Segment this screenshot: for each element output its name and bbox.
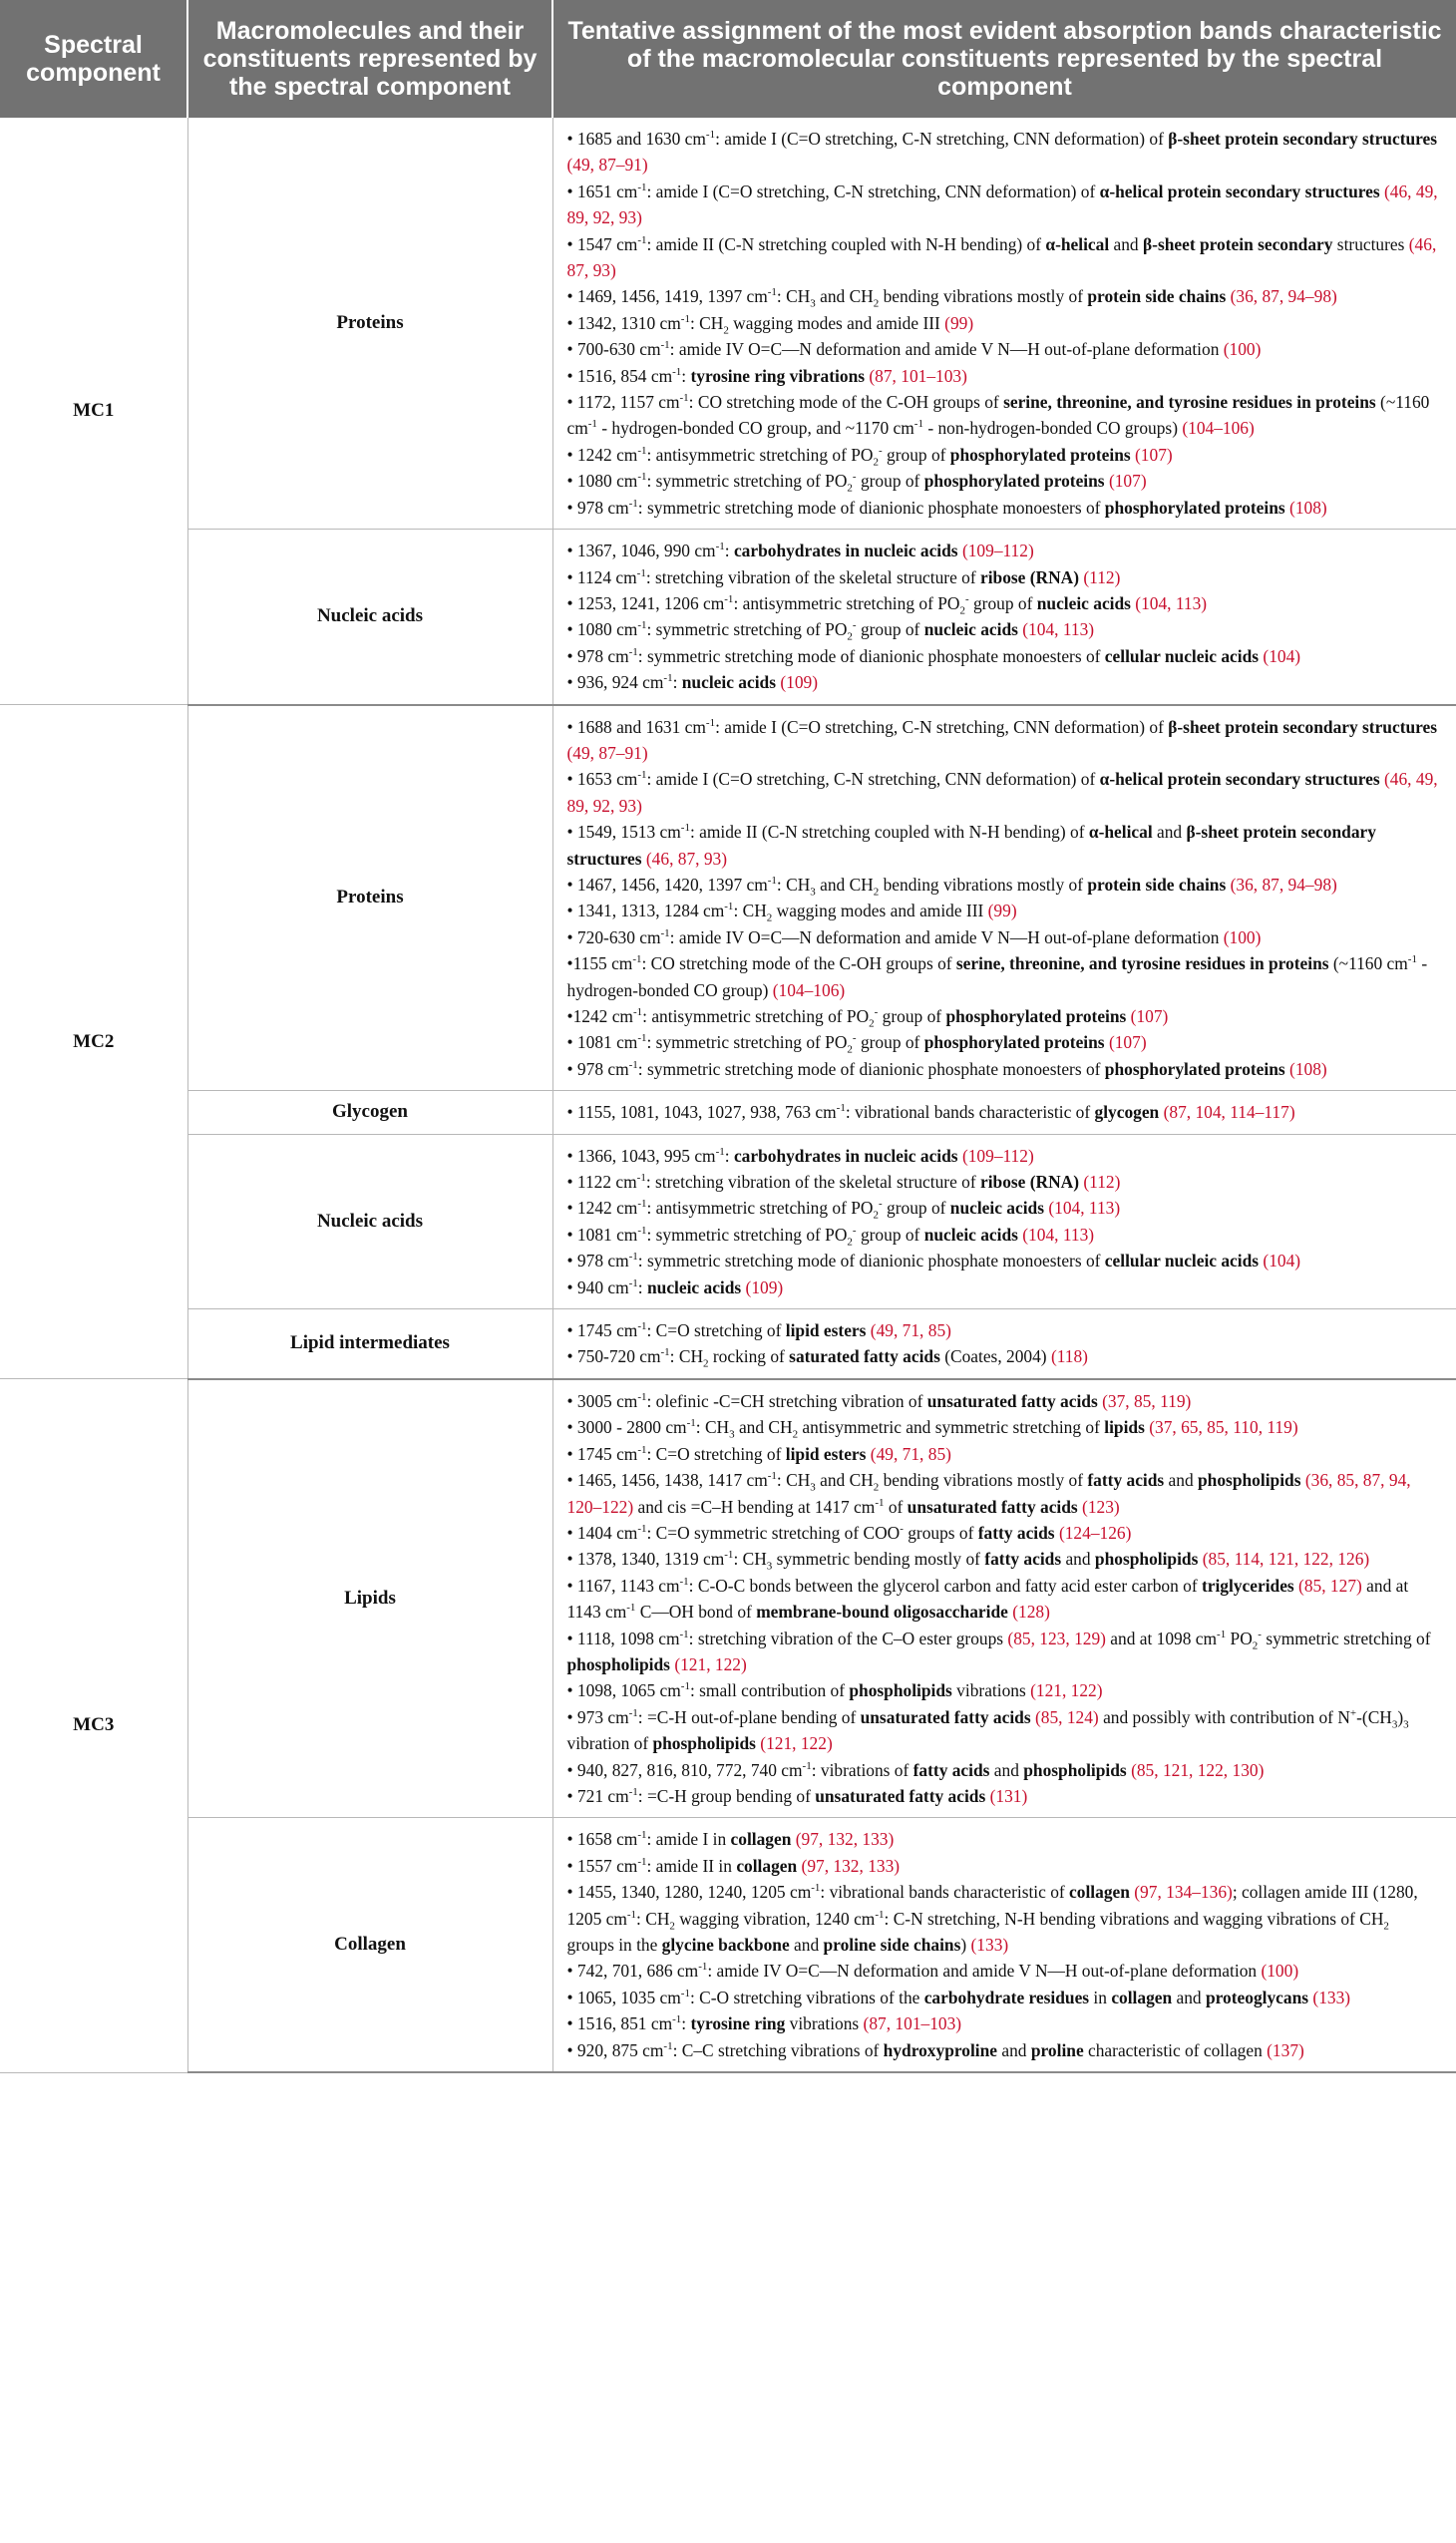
band-item: • 1065, 1035 $cm^{-1}$: C-O stretching vibrations of the carbohydrate residues in collagen and proteoglycans (133) — [566, 1987, 1351, 2007]
band-item: • 1081 $cm^{-1}$: symmetric stretching of $PO_2^-$ group of nucleic acids (104, 113) — [566, 1224, 1095, 1249]
table-row — [0, 1309, 1456, 1379]
table-row — [0, 530, 1456, 705]
band-item: • 1242 $cm^{-1}$: antisymmetric stretching of $PO_2^-$ group of phosphorylated proteins (107) — [566, 444, 1173, 469]
band-item: • 1098, 1065 $cm^{-1}$: small contribution of phospholipids vibrations (121, 122) — [566, 1680, 1103, 1701]
component-mc1: MC1 — [0, 118, 187, 705]
band-item: • 1547 $cm^{-1}$: amide II (C-N stretching coupled with N-H bending) of α-helical and β-sheet protein secondary structures (46, 87, 93) — [566, 233, 1437, 281]
band-list — [552, 118, 1456, 530]
band-item: • 936, 924 $cm^{-1}$: nucleic acids (109) — [566, 672, 818, 693]
band-item: • 1745 $cm^{-1}$: C=O stretching of lipid esters (49, 71, 85) — [566, 1443, 951, 1464]
macromolecule-label: Proteins — [187, 118, 552, 530]
macromolecule-label: Lipids — [187, 1379, 552, 1818]
band-item: • 1366, 1043, 995 $cm^{-1}$: carbohydrates in nucleic acids (109–112) — [566, 1145, 1034, 1166]
band-item: • 1172, 1157 $cm^{-1}$: CO stretching mode of the C-OH groups of serine, threonine, and tyrosine residues in proteins (~1160 $cm^{-1}$ - hydrogen-bonded CO group, and ~1170 $cm^{-1}$ - non-hydrogen-bonded CO groups) (104–106) — [566, 392, 1430, 439]
band-item: • 1342, 1310 $cm^{-1}$: $CH_2$ wagging modes and amide III (99) — [566, 312, 974, 337]
band-item: • 721 $cm^{-1}$: =C-H group bending of unsaturated fatty acids (131) — [566, 1785, 1028, 1806]
header-spectral-component: Spectral component — [0, 0, 187, 118]
header-assignment: Tentative assignment of the most evident absorption bands characteristic of the macromolecular constituents represented by the spectral component — [552, 0, 1456, 118]
band-item: • 1081 $cm^{-1}$: symmetric stretching of $PO_2^-$ group of phosphorylated proteins (107) — [566, 1032, 1147, 1056]
component-mc3: MC3 — [0, 1379, 187, 2072]
band-item: • 978 $cm^{-1}$: symmetric stretching mode of dianionic phosphate monoesters of phosphorylated proteins (108) — [566, 497, 1327, 518]
band-item: • 978 $cm^{-1}$: symmetric stretching mode of dianionic phosphate monoesters of cellular nucleic acids (104) — [566, 1251, 1301, 1272]
band-item: • 1465, 1456, 1438, 1417 $cm^{-1}$: $CH_3$ and $CH_2$ bending vibrations mostly of fatty acids and phospholipids (36, 85, 87, 94, 120–122) and cis =C–H bending at 1417 $cm^{-1}$ of unsaturated fatty acids (123) — [566, 1470, 1411, 1517]
band-item: • 1688 and 1631 $cm^{-1}$: amide I (C=O stretching, C-N stretching, CNN deformation) of β-sheet protein secondary structures (49, 87–91) — [566, 716, 1438, 763]
band-item: • 1118, 1098 $cm^{-1}$: stretching vibration of the C–O ester groups (85, 123, 129) and at 1098 $cm^{-1}$ $PO_2^-$ symmetric stretching of phospholipids (121, 122) — [566, 1628, 1431, 1674]
band-item: • 1557 $cm^{-1}$: amide II in collagen (97, 132, 133) — [566, 1855, 901, 1876]
band-item: • 1080 $cm^{-1}$: symmetric stretching of $PO_2^-$ group of phosphorylated proteins (107) — [566, 471, 1147, 495]
table-row — [0, 1379, 1456, 1818]
band-item: • 920, 875 $cm^{-1}$: C–C stretching vibrations of hydroxyproline and proline characteristic of collagen (137) — [566, 2039, 1304, 2060]
band-item: • 3000 - 2800 $cm^{-1}$: $CH_3$ and $CH_2$ antisymmetric and symmetric stretching of lipids (37, 65, 85, 110, 119) — [566, 1417, 1298, 1441]
band-item: • 1378, 1340, 1319 $cm^{-1}$: $CH_3$ symmetric bending mostly of fatty acids and phospholipids (85, 114, 121, 122, 126) — [566, 1549, 1370, 1573]
band-item: • 1242 $cm^{-1}$: antisymmetric stretching of $PO_2^-$ group of nucleic acids (104, 113) — [566, 1198, 1121, 1222]
band-item: • 1658 $cm^{-1}$: amide I in collagen (97, 132, 133) — [566, 1829, 895, 1850]
band-list — [552, 530, 1456, 705]
band-list — [552, 1818, 1456, 2072]
band-list — [552, 1091, 1456, 1134]
band-item: • 1341, 1313, 1284 $cm^{-1}$: $CH_2$ wagging modes and amide III (99) — [566, 901, 1017, 924]
band-item: • 1367, 1046, 990 $cm^{-1}$: carbohydrates in nucleic acids (109–112) — [566, 541, 1034, 561]
band-list — [552, 1379, 1456, 1818]
macromolecule-label: Nucleic acids — [187, 1134, 552, 1308]
header-macromolecules: Macromolecules and their constituents represented by the spectral component — [187, 0, 552, 118]
band-item: • 1469, 1456, 1419, 1397 $cm^{-1}$: $CH_3$ and $CH_2$ bending vibrations mostly of protein side chains (36, 87, 94–98) — [566, 286, 1337, 310]
band-item: • 1253, 1241, 1206 $cm^{-1}$: antisymmetric stretching of $PO_2^-$ group of nucleic acids (104, 113) — [566, 592, 1208, 617]
table-row — [0, 1134, 1456, 1308]
band-list — [552, 1134, 1456, 1308]
band-item: • 1516, 854 $cm^{-1}$: tyrosine ring vibrations (87, 101–103) — [566, 365, 967, 386]
band-item: • 1080 $cm^{-1}$: symmetric stretching of $PO_2^-$ group of nucleic acids (104, 113) — [566, 619, 1095, 643]
band-item: • 1404 $cm^{-1}$: C=O symmetric stretching of COO- groups of fatty acids (124–126) — [566, 1522, 1132, 1543]
band-item: • 1455, 1340, 1280, 1240, 1205 $cm^{-1}$: vibrational bands characteristic of collagen (97, 134–136); collagen amide III (1280, 1205 $cm^{-1}$: $CH_2$ wagging vibration, 1240 $cm^{-1}$: C-N stretching, N-H bending vibrations and wagging vibrations of $CH_2$ groups in the glycine backbone and proline side chains) (133) — [566, 1882, 1418, 1955]
band-item: • 1516, 851 $cm^{-1}$: tyrosine ring vibrations (87, 101–103) — [566, 2013, 962, 2034]
band-item: • 720-630 $cm^{-1}$: amide IV O=C—N deformation and amide V N—H out-of-plane deformation (100) — [566, 926, 1262, 947]
band-item: • 742, 701, 686 $cm^{-1}$: amide IV O=C—N deformation and amide V N—H out-of-plane deformation (100) — [566, 1961, 1299, 1982]
macromolecule-label: Proteins — [187, 705, 552, 1091]
table-row — [0, 1818, 1456, 2072]
band-item: • 973 $cm^{-1}$: =C-H out-of-plane bending of unsaturated fatty acids (85, 124) and possibly with contribution of $N^+-(CH_3)_3$ vibration of phospholipids (121, 122) — [566, 1706, 1409, 1754]
band-item: •1242 $cm^{-1}$: antisymmetric stretching of $PO_2^-$ group of phosphorylated proteins (107) — [566, 1006, 1169, 1030]
macromolecule-label: Glycogen — [187, 1091, 552, 1134]
macromolecule-label: Nucleic acids — [187, 530, 552, 705]
band-item: • 940, 827, 816, 810, 772, 740 $cm^{-1}$: vibrations of fatty acids and phospholipids (85, 121, 122, 130) — [566, 1759, 1265, 1780]
component-mc2: MC2 — [0, 705, 187, 1379]
band-item: • 1653 $cm^{-1}$: amide I (C=O stretching, C-N stretching, CNN deformation) of α-helical protein secondary structures (46, 49, 89, 92, 93) — [566, 769, 1438, 816]
band-item: • 940 $cm^{-1}$: nucleic acids (109) — [566, 1276, 784, 1297]
band-item: • 978 $cm^{-1}$: symmetric stretching mode of dianionic phosphate monoesters of phosphorylated proteins (108) — [566, 1058, 1327, 1079]
band-item: • 1549, 1513 $cm^{-1}$: amide II (C-N stretching coupled with N-H bending) of α-helical and β-sheet protein secondary structures (46, 87, 93) — [566, 822, 1376, 869]
band-item: • 1685 and 1630 $cm^{-1}$: amide I (C=O stretching, C-N stretching, CNN deformation) of β-sheet protein secondary structures (49, 87–91) — [566, 129, 1438, 176]
band-item: • 1745 $cm^{-1}$: C=O stretching of lipid esters (49, 71, 85) — [566, 1320, 951, 1341]
macromolecule-label: Collagen — [187, 1818, 552, 2072]
macromolecule-label: Lipid intermediates — [187, 1309, 552, 1379]
table-row — [0, 118, 1456, 530]
band-item: • 750-720 $cm^{-1}$: $CH_2$ rocking of saturated fatty acids (Coates, 2004) (118) — [566, 1346, 1088, 1370]
band-list — [552, 705, 1456, 1091]
band-item: • 700-630 $cm^{-1}$: amide IV O=C—N deformation and amide V N—H out-of-plane deformation (100) — [566, 339, 1262, 360]
table-row — [0, 1091, 1456, 1134]
header-row — [0, 0, 1456, 118]
band-item: • 1467, 1456, 1420, 1397 $cm^{-1}$: $CH_3$ and $CH_2$ bending vibrations mostly of protein side chains (36, 87, 94–98) — [566, 874, 1337, 899]
band-list — [552, 1309, 1456, 1379]
band-item: • 3005 $cm^{-1}$: olefinic -C=CH stretching vibration of unsaturated fatty acids (37, 85, 119) — [566, 1390, 1192, 1411]
table-row — [0, 705, 1456, 1091]
band-item: • 1651 $cm^{-1}$: amide I (C=O stretching, C-N stretching, CNN deformation) of α-helical protein secondary structures (46, 49, 89, 92, 93) — [566, 181, 1438, 228]
band-item: • 1122 $cm^{-1}$: stretching vibration of the skeletal structure of ribose (RNA) (112) — [566, 1172, 1121, 1193]
band-item: • 1155, 1081, 1043, 1027, 938, 763 $cm^{-1}$: vibrational bands characteristic of glycogen (87, 104, 114–117) — [566, 1102, 1295, 1123]
band-item: • 978 $cm^{-1}$: symmetric stretching mode of dianionic phosphate monoesters of cellular nucleic acids (104) — [566, 645, 1301, 666]
band-item: • 1167, 1143 $cm^{-1}$: C-O-C bonds between the glycerol carbon and fatty acid ester carbon of triglycerides (85, 127) and at 1143 $cm^{-1}$ C—OH bond of membrane-bound oligosaccharide (128) — [566, 1575, 1409, 1623]
band-item: •1155 $cm^{-1}$: CO stretching mode of the C-OH groups of serine, threonine, and tyrosine residues in proteins (~1160 $cm^{-1}$ - hydrogen-bonded CO group) (104–106) — [566, 953, 1428, 1000]
band-item: • 1124 $cm^{-1}$: stretching vibration of the skeletal structure of ribose (RNA) (112) — [566, 566, 1121, 587]
